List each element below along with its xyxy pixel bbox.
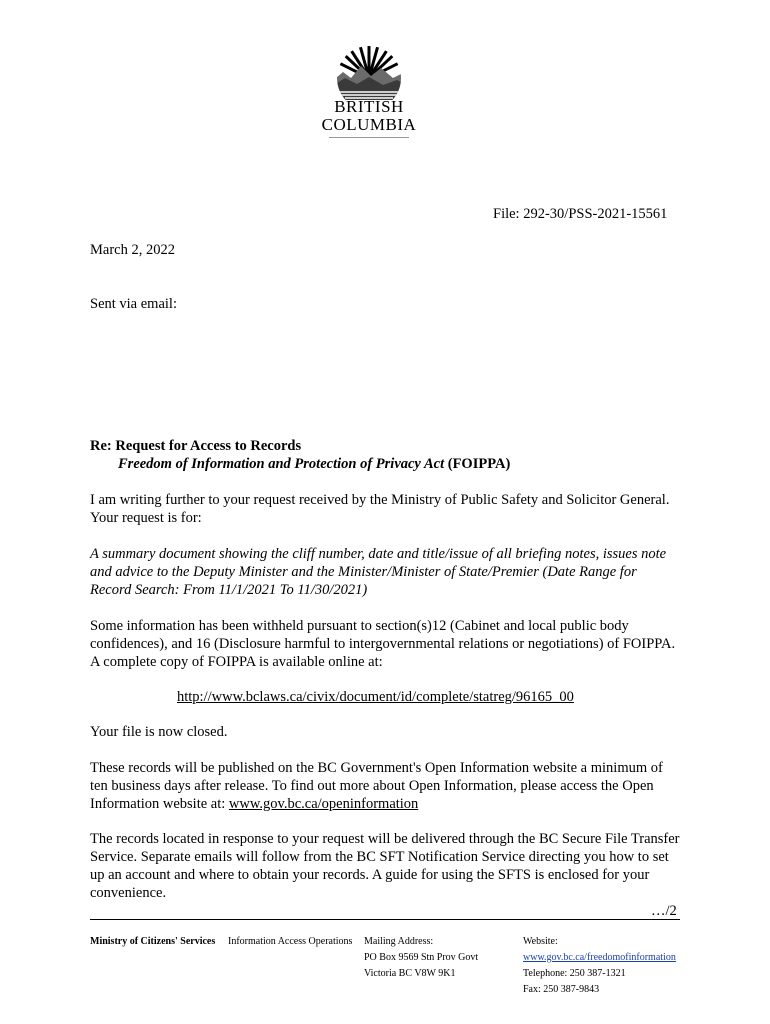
foippa-link[interactable]: http://www.bclaws.ca/civix/document/id/complete/statreg/96165_00 bbox=[177, 689, 574, 705]
letter-date: March 2, 2022 bbox=[90, 242, 175, 258]
open-info-text: These records will be published on the BC Government's Open Information website a minimum of ten business days after release. To find out more about Open Information, please access the Open Information website at: bbox=[90, 760, 663, 812]
logo-underline bbox=[329, 137, 409, 138]
open-info-paragraph bbox=[90, 759, 680, 813]
request-description: A summary document showing the cliff number, date and title/issue of all briefing notes, issues note and advice to the Deputy Minister and the Minister/Minister of State/Premier (Date Range for Record Search: From 11/1/2021 To 11/30/2021) bbox=[90, 546, 667, 598]
file-closed: Your file is now closed. bbox=[90, 724, 228, 740]
subject-line: Re: Request for Access to Records bbox=[90, 438, 302, 454]
act-abbrev: (FOIPPA) bbox=[444, 456, 511, 472]
delivery-paragraph: The records located in response to your request will be delivered through the BC Secure File Transfer Service. Separate emails will follow from the BC SFT Notification Service directing you how to set up an account and where to obtain your records. A guide for using the SFTS is enclosed for your convenience. bbox=[90, 831, 680, 901]
sun-mountains-icon bbox=[329, 44, 409, 100]
footer-ministry: Ministry of Citizens' Services bbox=[90, 936, 216, 947]
withheld-paragraph: Some information has been withheld pursuant to section(s)12 (Cabinet and local public body confidences), and 16 (Disclosure harmful to intergovernmental relations or negotiations) of FOIPPA. A complete copy of FOIPPA is available online at: bbox=[90, 618, 676, 670]
footer-mailing-line2: Victoria BC V8W 9K1 bbox=[364, 968, 456, 979]
footer-divider bbox=[90, 919, 680, 920]
logo-text-columbia: COLUMBIA bbox=[321, 115, 417, 134]
footer-website-link[interactable]: www.gov.bc.ca/freedomofinformation bbox=[523, 952, 676, 963]
footer-branch: Information Access Operations bbox=[228, 936, 353, 947]
subject-act bbox=[118, 455, 510, 473]
intro-paragraph: I am writing further to your request received by the Ministry of Public Safety and Solicitor General. Your request is for: bbox=[90, 492, 670, 526]
sent-via: Sent via email: bbox=[90, 296, 177, 312]
footer-website-label: Website: bbox=[523, 936, 558, 947]
act-name: Freedom of Information and Protection of Privacy Act bbox=[118, 456, 445, 472]
page-continuation: …/2 bbox=[651, 903, 677, 919]
footer-telephone: Telephone: 250 387-1321 bbox=[523, 968, 626, 979]
logo-text-british: BRITISH bbox=[334, 97, 404, 116]
bc-government-logo bbox=[305, 44, 433, 148]
open-info-link[interactable]: www.gov.bc.ca/openinformation bbox=[228, 796, 419, 812]
footer-fax: Fax: 250 387-9843 bbox=[523, 984, 600, 995]
file-reference: File: 292-30/PSS-2021-15561 bbox=[493, 206, 668, 222]
footer-mailing-label: Mailing Address: bbox=[364, 936, 434, 947]
footer-mailing-line1: PO Box 9569 Stn Prov Govt bbox=[364, 952, 479, 963]
